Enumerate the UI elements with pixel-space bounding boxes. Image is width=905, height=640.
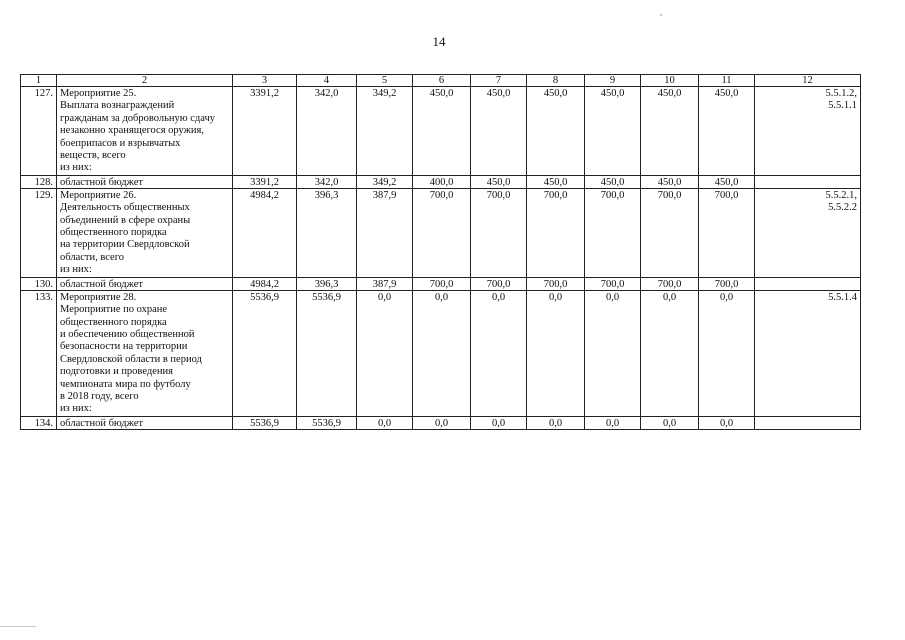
program-activities-table (20, 74, 861, 430)
value-cell: 700,0 (527, 188, 585, 277)
row-description (57, 175, 233, 188)
value-cell: 700,0 (413, 277, 471, 290)
header-cell: 8 (527, 75, 585, 87)
header-cell: 1 (21, 75, 57, 87)
description-line: из них: (60, 162, 92, 174)
value-cell: 400,0 (413, 175, 471, 188)
value-cell: 0,0 (413, 416, 471, 429)
table-row (21, 416, 861, 429)
row-description (57, 87, 233, 176)
value-cell: 0,0 (413, 290, 471, 416)
table-row (21, 277, 861, 290)
description-line: Мероприятие по охране (60, 304, 168, 316)
row-number: 130. (21, 277, 57, 290)
value-cell: 450,0 (471, 175, 527, 188)
row-description (57, 416, 233, 429)
description-line: областной бюджет (60, 176, 143, 188)
description-line: из них: (60, 403, 92, 415)
value-cell: 0,0 (471, 290, 527, 416)
value-cell: 450,0 (641, 175, 699, 188)
value-cell: 450,0 (413, 87, 471, 176)
description-line: и обеспечению общественной (60, 328, 195, 340)
value-cell: 450,0 (699, 87, 755, 176)
row-number: 133. (21, 290, 57, 416)
value-cell: 0,0 (357, 416, 413, 429)
scan-artifact (0, 626, 36, 627)
value-cell: 342,0 (297, 87, 357, 176)
value-cell: 450,0 (471, 87, 527, 176)
value-cell: 387,9 (357, 277, 413, 290)
indicator-code: 5.5.2.2 (828, 202, 857, 214)
target-indicator-codes (755, 277, 861, 290)
header-cell: 9 (585, 75, 641, 87)
value-cell: 0,0 (527, 290, 585, 416)
value-cell: 0,0 (699, 290, 755, 416)
value-cell: 5536,9 (233, 416, 297, 429)
value-cell: 0,0 (527, 416, 585, 429)
value-cell: 450,0 (699, 175, 755, 188)
value-cell: 700,0 (585, 188, 641, 277)
header-cell: 5 (357, 75, 413, 87)
header-cell: 2 (57, 75, 233, 87)
value-cell: 387,9 (357, 188, 413, 277)
target-indicator-codes (755, 188, 861, 277)
value-cell: 450,0 (585, 87, 641, 176)
description-line: в 2018 году, всего (60, 390, 139, 402)
description-line: подготовки и проведения (60, 366, 173, 378)
table-row (21, 175, 861, 188)
target-indicator-codes (755, 175, 861, 188)
row-number: 127. (21, 87, 57, 176)
value-cell: 0,0 (585, 290, 641, 416)
description-line: безопасности на территории (60, 341, 188, 353)
value-cell: 3391,2 (233, 175, 297, 188)
value-cell: 450,0 (527, 175, 585, 188)
row-number: 128. (21, 175, 57, 188)
value-cell: 5536,9 (233, 290, 297, 416)
value-cell: 396,3 (297, 188, 357, 277)
description-line: чемпионата мира по футболу (60, 378, 191, 390)
value-cell: 3391,2 (233, 87, 297, 176)
row-description (57, 277, 233, 290)
value-cell: 5536,9 (297, 290, 357, 416)
description-line: Деятельность общественных (60, 202, 190, 214)
table-row (21, 290, 861, 416)
value-cell: 4984,2 (233, 277, 297, 290)
value-cell: 700,0 (641, 277, 699, 290)
description-line: на территории Свердловской (60, 239, 190, 251)
value-cell: 700,0 (641, 188, 699, 277)
row-number: 129. (21, 188, 57, 277)
page-number: 14 (432, 34, 446, 49)
description-line: общественного порядка (60, 316, 167, 328)
value-cell: 700,0 (471, 188, 527, 277)
value-cell: 349,2 (357, 87, 413, 176)
header-cell: 7 (471, 75, 527, 87)
indicator-code: 5.5.2.1, (825, 189, 857, 201)
description-line: Мероприятие 25. (60, 88, 137, 99)
value-cell: 0,0 (585, 416, 641, 429)
value-cell: 0,0 (357, 290, 413, 416)
description-line: общественного порядка (60, 227, 167, 239)
value-cell: 450,0 (527, 87, 585, 176)
value-cell: 700,0 (471, 277, 527, 290)
row-number: 134. (21, 416, 57, 429)
value-cell: 0,0 (471, 416, 527, 429)
value-cell: 700,0 (527, 277, 585, 290)
header-cell: 3 (233, 75, 297, 87)
description-line: областной бюджет (60, 278, 143, 290)
value-cell: 450,0 (585, 175, 641, 188)
value-cell: 700,0 (413, 188, 471, 277)
description-line: боеприпасов и взрывчатых (60, 137, 181, 149)
header-cell: 6 (413, 75, 471, 87)
value-cell: 700,0 (585, 277, 641, 290)
indicator-code: 5.5.1.1 (828, 100, 857, 112)
indicator-code: 5.5.1.4 (828, 291, 857, 303)
table-row (21, 87, 861, 176)
description-line: объединений в сфере охраны (60, 214, 191, 226)
value-cell: 450,0 (641, 87, 699, 176)
value-cell: 700,0 (699, 277, 755, 290)
scan-artifact (660, 14, 662, 16)
value-cell: 5536,9 (297, 416, 357, 429)
description-line: Мероприятие 26. (60, 189, 137, 201)
table-header-row (21, 75, 861, 87)
value-cell: 0,0 (641, 416, 699, 429)
target-indicator-codes (755, 416, 861, 429)
value-cell: 342,0 (297, 175, 357, 188)
description-line: областной бюджет (60, 417, 143, 429)
value-cell: 4984,2 (233, 188, 297, 277)
indicator-code: 5.5.1.2, (825, 88, 857, 99)
row-description (57, 290, 233, 416)
description-line: области, всего (60, 251, 124, 263)
header-cell: 12 (755, 75, 861, 87)
value-cell: 396,3 (297, 277, 357, 290)
description-line: гражданам за добровольную сдачу (60, 112, 216, 124)
table-row (21, 188, 861, 277)
value-cell: 0,0 (641, 290, 699, 416)
header-cell: 10 (641, 75, 699, 87)
header-cell: 4 (297, 75, 357, 87)
row-description (57, 188, 233, 277)
description-line: веществ, всего (60, 150, 126, 162)
description-line: Мероприятие 28. (60, 291, 137, 303)
value-cell: 0,0 (699, 416, 755, 429)
header-cell: 11 (699, 75, 755, 87)
value-cell: 700,0 (699, 188, 755, 277)
target-indicator-codes (755, 87, 861, 176)
value-cell: 349,2 (357, 175, 413, 188)
description-line: Выплата вознаграждений (60, 100, 175, 112)
description-line: незаконно хранящегося оружия, (60, 125, 204, 137)
description-line: из них: (60, 264, 92, 276)
description-line: Свердловской области в период (60, 353, 202, 365)
target-indicator-codes (755, 290, 861, 416)
